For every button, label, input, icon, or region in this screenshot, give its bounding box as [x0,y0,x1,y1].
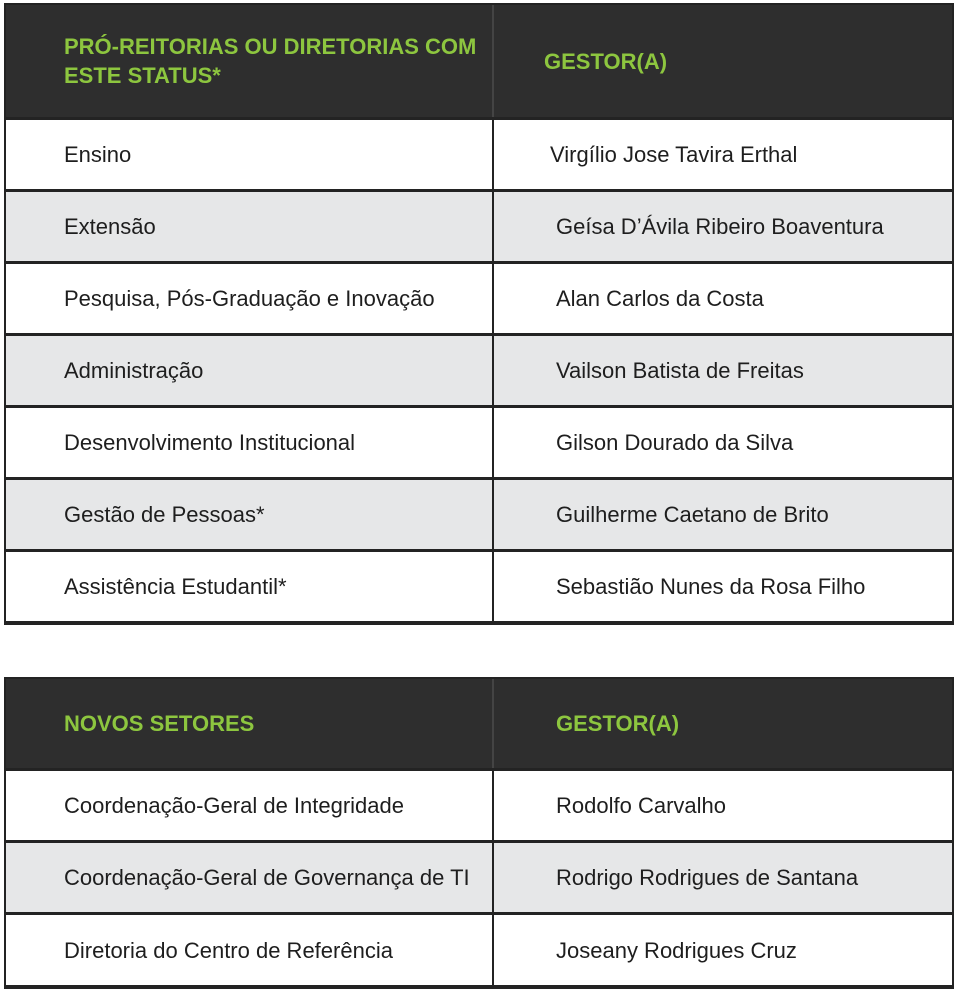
gestor-cell: Sebastião Nunes da Rosa Filho [556,574,866,599]
area-cell: Administração [6,336,494,405]
gestor-cell: Rodrigo Rodrigues de Santana [556,865,859,890]
gestor-cell: Gilson Dourado da Silva [556,430,794,455]
gestor-cell: Alan Carlos da Costa [556,286,764,311]
table-pro-reitorias [4,3,954,625]
area-cell: Coordenação-Geral de Governança de TI [6,843,494,912]
header-col-gestor: GESTOR(A) [556,711,680,736]
table-row [6,120,952,192]
area-cell: Assistência Estudantil* [6,552,494,621]
gestor-cell: Virgílio Jose Tavira Erthal [550,142,798,167]
gestor-cell: Rodolfo Carvalho [556,793,726,818]
table-row [6,480,952,552]
area-cell: Coordenação-Geral de Integridade [6,771,494,840]
area-cell: Extensão [6,192,494,261]
table-header-row [6,679,952,771]
header-col-novos-setores: NOVOS SETORES [6,679,494,768]
gestor-cell: Vailson Batista de Freitas [556,358,804,383]
table-header-row [6,5,952,120]
area-cell: Desenvolvimento Institucional [6,408,494,477]
table-row [6,408,952,480]
table-row [6,336,952,408]
table-row [6,192,952,264]
table-row [6,771,952,843]
area-cell: Ensino [6,120,494,189]
table-novos-setores [4,677,954,989]
header-col-gestor: GESTOR(A) [544,48,668,74]
gestor-cell: Guilherme Caetano de Brito [556,502,829,527]
table-row [6,915,952,985]
area-cell: Pesquisa, Pós-Graduação e Inovação [6,264,494,333]
area-cell: Gestão de Pessoas* [6,480,494,549]
table-row [6,843,952,915]
area-cell: Diretoria do Centro de Referência [6,915,494,985]
header-col-pro-reitorias: PRÓ-REITORIAS OU DIRETORIAS COM ESTE STATUS* [6,5,494,117]
gestor-cell: Joseany Rodrigues Cruz [556,937,797,963]
table-row [6,552,952,621]
table-row [6,264,952,336]
gestor-cell: Geísa D’Ávila Ribeiro Boaventura [556,214,884,239]
